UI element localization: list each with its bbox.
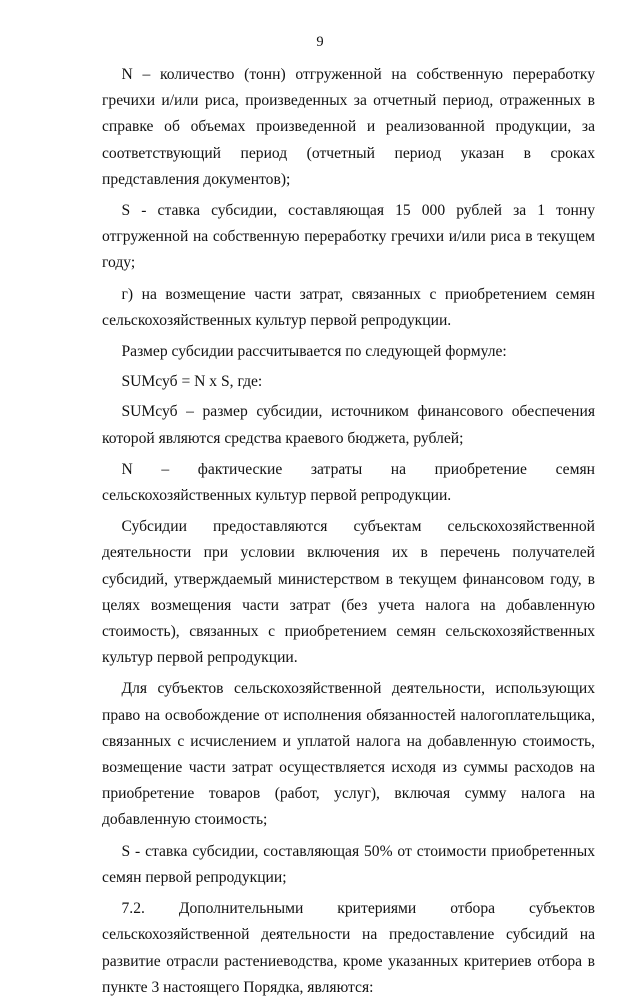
paragraph-subsidy-conditions: Субсидии предоставляются субъектам сельскохозяйственной деятельности при условии включения их в перечень получателей субсидий, утверждаемый министерством в текущем финансовом году, в целях возмещения части затрат (без учета налога на добавленную стоимость), связанных с приобретением семян сельскохозяйственных культур первой репродукции. bbox=[102, 518, 595, 667]
page-number: 9 bbox=[316, 34, 324, 50]
paragraph-item-g: г) на возмещение части затрат, связанных с приобретением семян сельскохозяйственных культур первой репродукции. bbox=[102, 285, 595, 329]
paragraph-sum-definition: SUMсуб – размер субсидии, источником финансового обеспечения которой являются средства краевого бюджета, рублей; bbox=[102, 403, 595, 447]
paragraph-s-rate-definition: S - ставка субсидии, составляющая 15 000 рублей за 1 тонну отгруженной на собственную переработку гречихи и/или риса в текущем году; bbox=[102, 202, 595, 272]
paragraph-n-costs-definition: N – фактические затраты на приобретение семян сельскохозяйственных культур первой репродукции. bbox=[102, 460, 595, 505]
paragraph-s-rate-seeds: S - ставка субсидии, составляющая 50% от стоимости приобретенных семян первой репродукции; bbox=[102, 842, 595, 886]
paragraph-section-7-2: 7.2. Дополнительными критериями отбора субъектов сельскохозяйственной деятельности на предоставление субсидий на развитие отрасли растениеводства, кроме указанных критериев отбора в пункте 3 настоящего Порядка, являются: bbox=[102, 900, 595, 996]
document-body bbox=[102, 62, 595, 1006]
paragraph-formula: SUMсуб = N x S, где: bbox=[121, 373, 263, 391]
paragraph-n-quantity-definition: N – количество (тонн) отгруженной на собственную переработку гречихи и/или риса, произведенных за отчетный период, отраженных в справке об объемах произведенной и реализованной продукции, за соответствующий период (отчетный период указан в сроках представления документов); bbox=[102, 66, 595, 188]
paragraph-formula-intro: Размер субсидии рассчитывается по следующей формуле: bbox=[121, 343, 507, 361]
paragraph-vat-exemption: Для субъектов сельскохозяйственной деятельности, использующих право на освобождение от исполнения обязанностей налогоплательщика, связанных с исчислением и уплатой налога на добавленную стоимость, возмещение части затрат осуществляется исходя из суммы расходов на приобретение товаров (работ, услуг), включая сумму налога на добавленную стоимость; bbox=[102, 680, 595, 829]
